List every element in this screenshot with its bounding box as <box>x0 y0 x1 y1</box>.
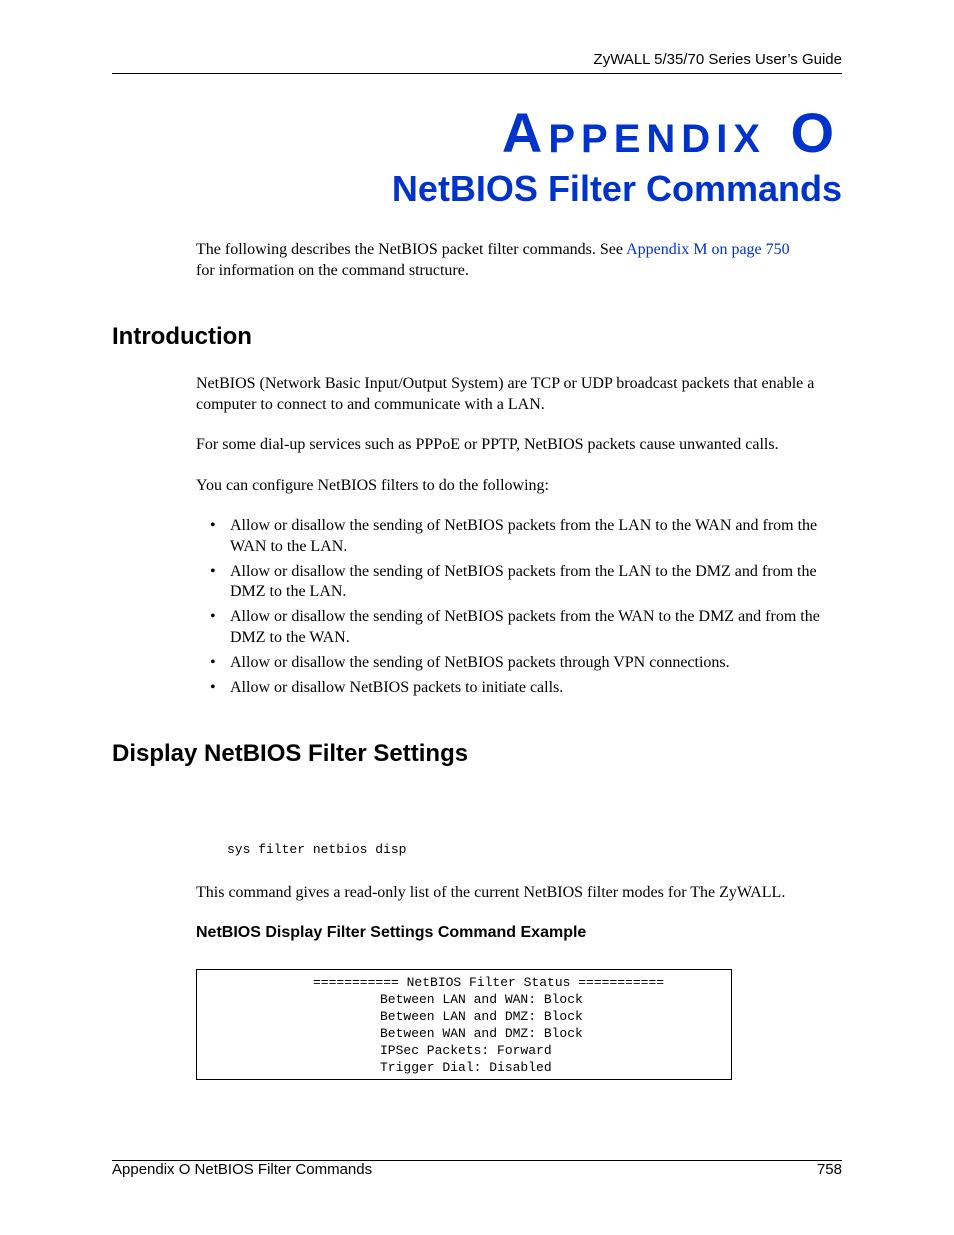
appendix-word-rest: PPENDIX <box>548 117 766 161</box>
code-line: Between WAN and DMZ: Block <box>380 1026 583 1041</box>
appendix-initial: A <box>501 101 549 164</box>
list-item-text: Allow or disallow the sending of NetBIOS packets through VPN connections. <box>230 653 730 671</box>
bullet-marker: • <box>210 653 216 671</box>
list-item <box>210 678 850 699</box>
command-description: This command gives a read-only list of the current NetBIOS filter modes for The ZyWALL. <box>196 884 786 901</box>
bullet-marker: • <box>210 608 216 625</box>
code-line: Trigger Dial: Disabled <box>380 1060 552 1075</box>
appendix-letter: O <box>790 101 840 164</box>
list-item-text: Allow or disallow NetBIOS packets to initiate calls. <box>230 678 564 696</box>
bullet-marker: • <box>210 562 216 580</box>
list-item <box>210 653 850 674</box>
intro-text: The following describes the NetBIOS packet filter commands. See <box>196 241 627 258</box>
appendix-label <box>502 100 840 165</box>
list-item-text: Allow or disallow the sending of NetBIOS packets from the LAN to the DMZ and from the DMZ to the LAN. <box>230 562 817 600</box>
code-line: Between LAN and WAN: Block <box>380 992 583 1007</box>
page-number: 758 <box>816 1161 842 1178</box>
intro-paragraph <box>196 240 846 281</box>
chapter-title: NetBIOS Filter Commands <box>391 168 842 209</box>
introduction-heading: Introduction <box>112 323 252 350</box>
display-settings-heading: Display NetBIOS Filter Settings <box>112 740 469 767</box>
intro-text-continued: for information on the command structure. <box>196 261 469 279</box>
bullet-marker: • <box>210 678 216 696</box>
list-item-text: Allow or disallow the sending of NetBIOS packets from the WAN to the DMZ and from the DMZ to the WAN. <box>230 608 820 646</box>
list-item <box>210 562 850 603</box>
code-line: =========== NetBIOS Filter Status =========== <box>313 975 665 990</box>
bullet-marker: • <box>210 517 216 534</box>
footer-chapter-title: Appendix O NetBIOS Filter Commands <box>112 1161 373 1178</box>
code-line: Between LAN and DMZ: Block <box>380 1009 583 1024</box>
header-rule <box>112 73 842 74</box>
introduction-paragraph-1: NetBIOS (Network Basic Input/Output System) are TCP or UDP broadcast packets that enable a computer to connect to and communicate with a LAN. <box>196 375 815 413</box>
code-line: IPSec Packets: Forward <box>380 1043 552 1058</box>
command-syntax: sys filter netbios disp <box>227 842 407 857</box>
introduction-paragraph-2: For some dial-up services such as PPPoE or PPTP, NetBIOS packets cause unwanted calls. <box>196 436 779 453</box>
running-header: ZyWALL 5/35/70 Series User’s Guide <box>593 51 842 68</box>
list-item-text: Allow or disallow the sending of NetBIOS packets from the LAN to the WAN and from the WAN to the LAN. <box>230 517 818 555</box>
list-item <box>210 516 850 557</box>
introduction-paragraph-3: You can configure NetBIOS filters to do the following: <box>196 477 549 494</box>
filter-options-list <box>210 516 850 703</box>
example-code-box <box>196 969 732 1080</box>
appendix-m-link[interactable]: Appendix M on page 750 <box>626 241 790 258</box>
list-item <box>210 607 850 648</box>
example-heading: NetBIOS Display Filter Settings Command Example <box>196 924 587 941</box>
